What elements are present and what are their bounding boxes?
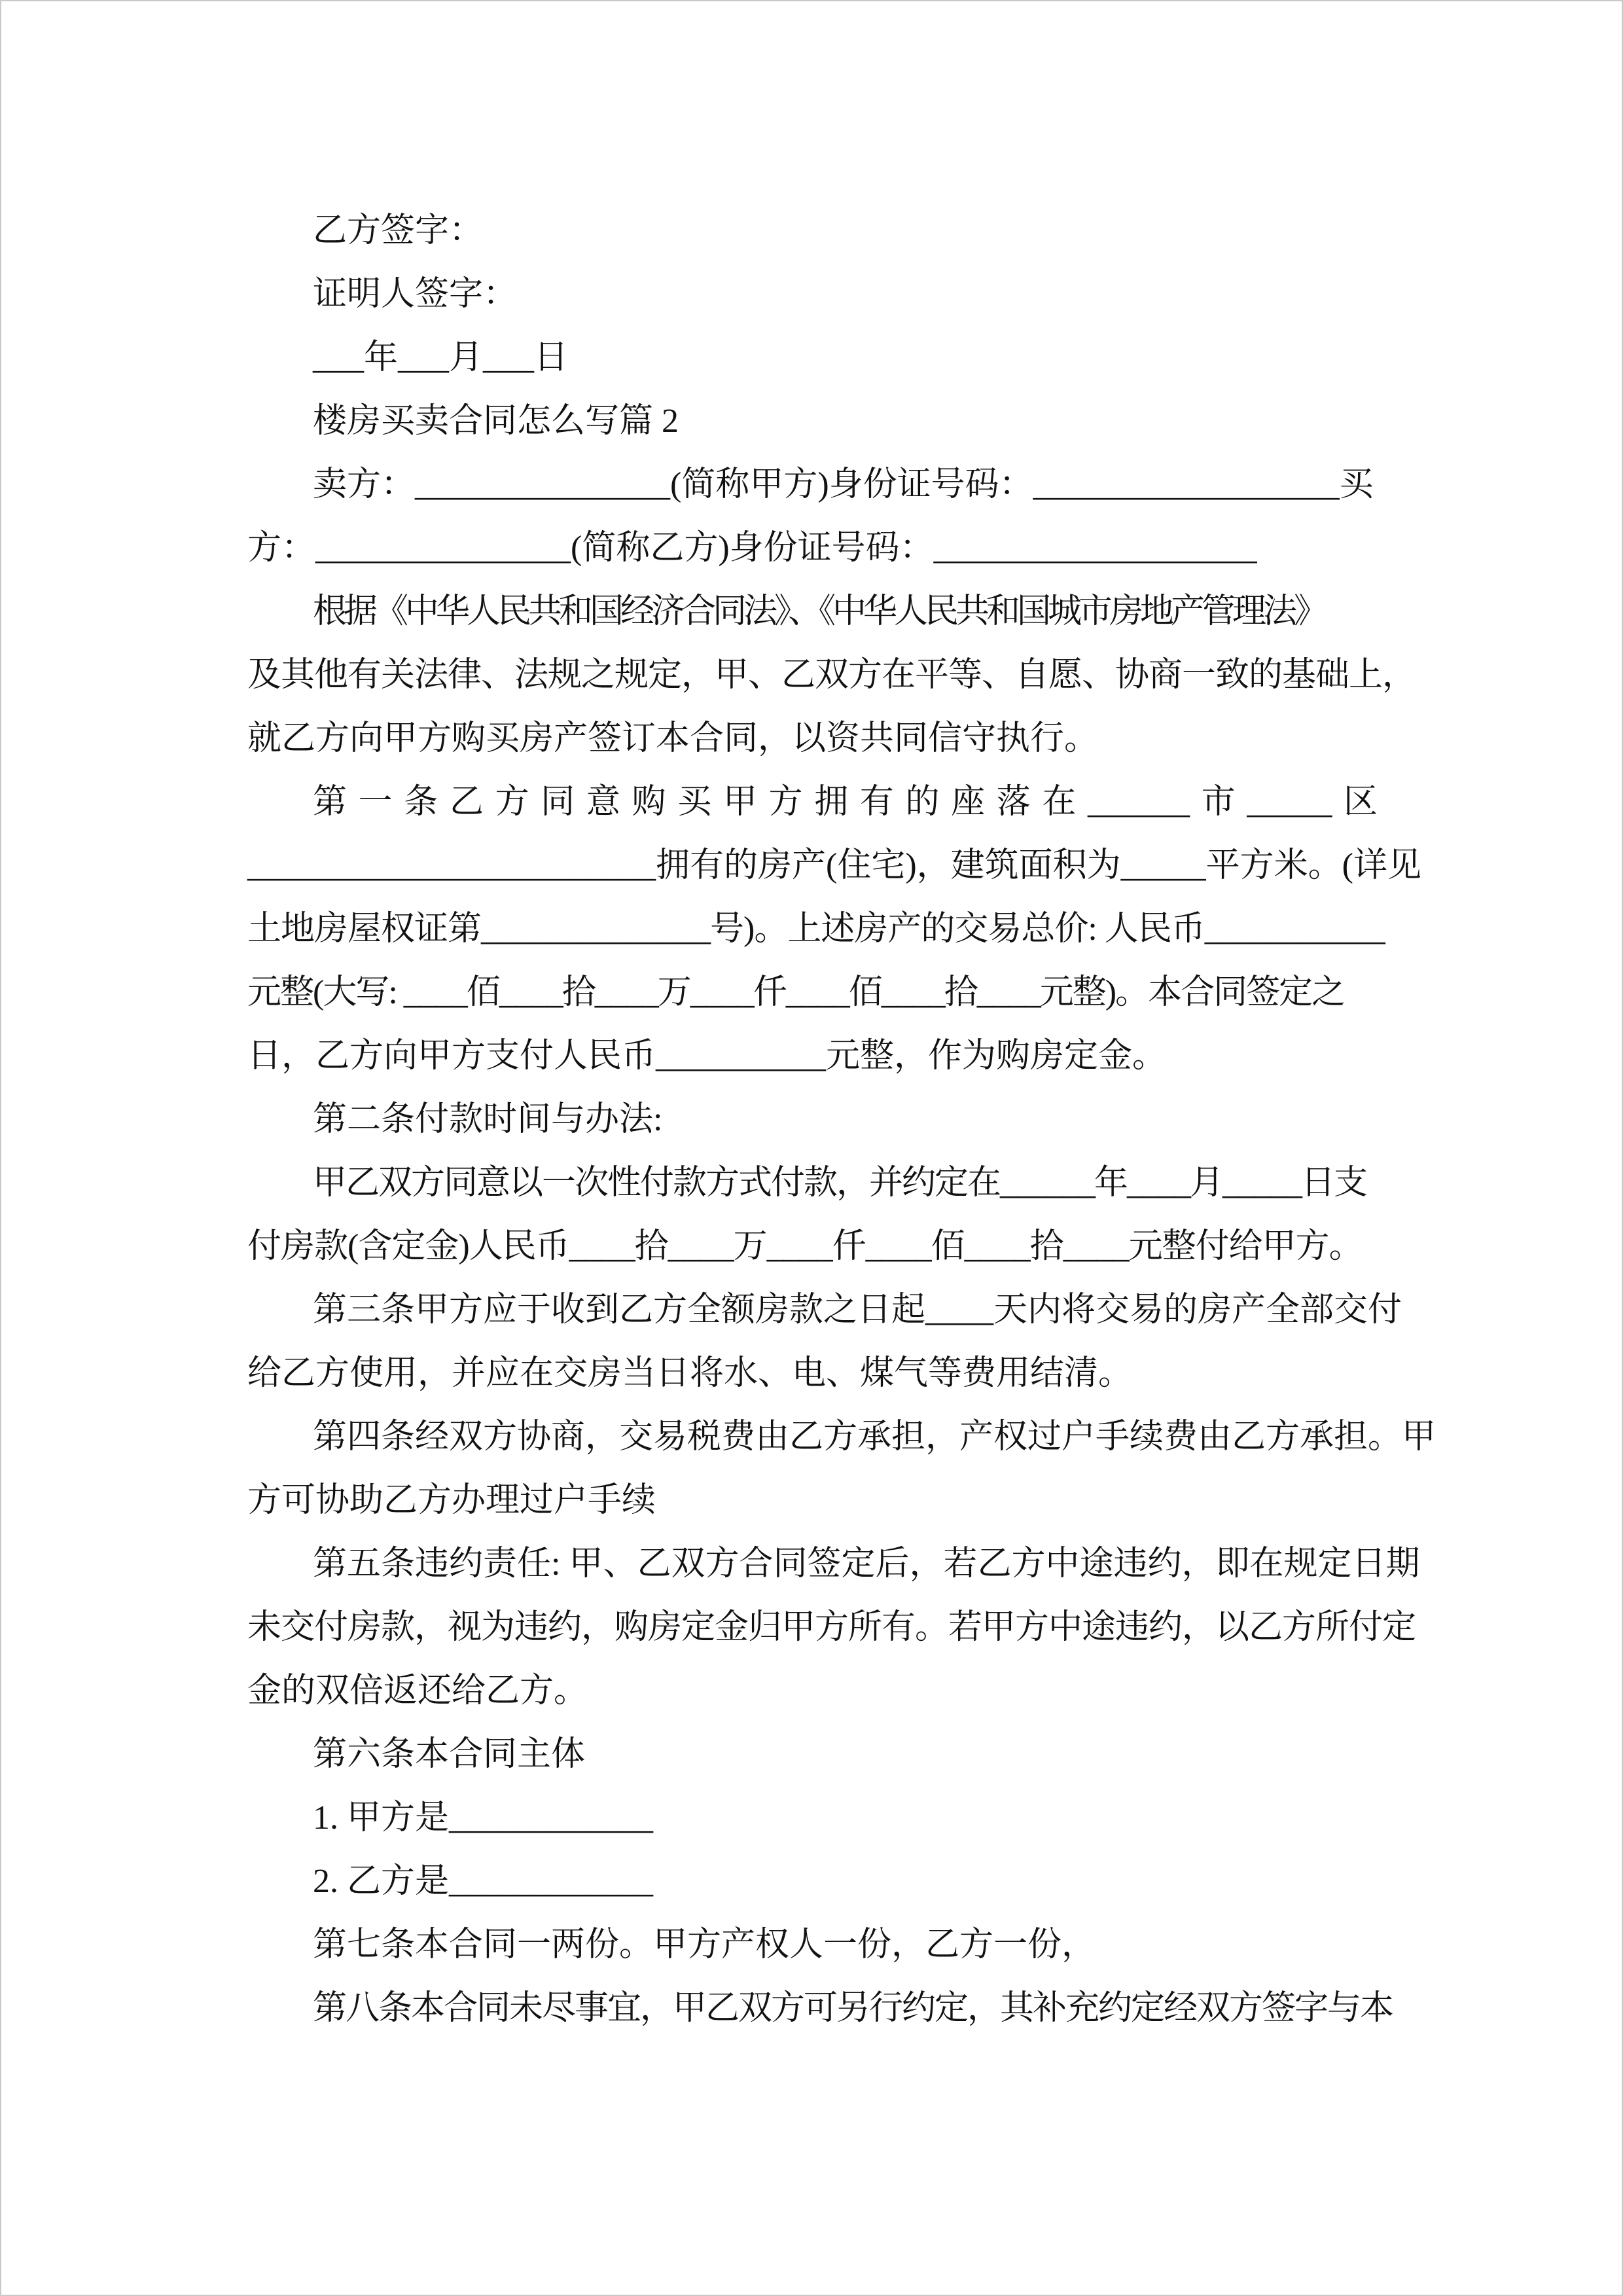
text-line: 卖方：_______________(简称甲方)身份证号码：__________________买 xyxy=(313,466,1374,503)
text-line: 日，乙方向甲方支付人民币__________元整，作为购房定金。 xyxy=(247,1037,1167,1075)
text-line: 第四条经双方协商，交易税费由乙方承担，产权过户手续费由乙方承担。甲 xyxy=(313,1418,1436,1456)
text-line: 土地房屋权证第______________号)。上述房产的交易总价: 人民币___________ xyxy=(247,910,1385,948)
text-line: 楼房买卖合同怎么写篇 2 xyxy=(313,403,679,440)
text-line: 第一条乙方同意购买甲方拥有的座落在______市_____区 xyxy=(313,783,1378,821)
text-line: 给乙方使用，并应在交房当日将水、电、煤气等费用结清。 xyxy=(247,1355,1133,1392)
text-line: 付房款(含定金)人民币____拾____万____仟____佰____拾____元整付给甲方。 xyxy=(247,1228,1363,1265)
text-line: 2. 乙方是____________ xyxy=(313,1863,654,1900)
text-line: ___年___月___日 xyxy=(313,339,569,376)
text-line: 第八条本合同未尽事宜，甲乙双方可另行约定，其补充约定经双方签字与本 xyxy=(313,1990,1393,2027)
text-line: 第七条本合同一两份。甲方产权人一份，乙方一份， xyxy=(313,1926,1096,1964)
text-line: 1. 甲方是____________ xyxy=(313,1799,654,1837)
text-line: 未交付房款，视为违约，购房定金归甲方所有。若甲方中途违约，以乙方所付定 xyxy=(247,1609,1416,1646)
text-line: 方：_______________(简称乙方)身份证号码：___________________ xyxy=(247,529,1257,567)
text-line: 金的双倍返还给乙方。 xyxy=(247,1672,588,1710)
text-line: 第二条付款时间与办法: xyxy=(313,1101,663,1138)
text-line: 第六条本合同主体 xyxy=(313,1736,586,1773)
text-line: 第五条违约责任: 甲、乙双方合同签定后，若乙方中途违约，即在规定日期 xyxy=(313,1545,1420,1583)
text-line: 第三条甲方应于收到乙方全额房款之日起____天内将交易的房产全部交付 xyxy=(313,1291,1402,1329)
text-line: 方可协助乙方办理过户手续 xyxy=(247,1482,656,1519)
text-line: 甲乙双方同意以一次性付款方式付款，并约定在______年____月_____日支 xyxy=(313,1164,1367,1202)
contract-text-block xyxy=(247,199,1436,2040)
text-line: 证明人签字： xyxy=(313,276,518,313)
text-line: 就乙方向甲方购买房产签订本合同，以资共同信守执行。 xyxy=(247,720,1099,757)
text-line: 根据《中华人民共和国经济合同法》、《中华人民共和国城市房地产管理法》 xyxy=(313,593,1325,630)
text-line: ________________________拥有的房产(住宅)，建筑面积为_____平方米。(详见 xyxy=(247,847,1421,884)
text-line: 乙方签字： xyxy=(313,212,484,249)
text-line: 及其他有关法律、法规之规定，甲、乙双方在平等、自愿、协商一致的基础上， xyxy=(247,656,1416,694)
text-line: 元整(大写: ____佰____拾____万____仟____佰____拾____元整)。本合同签定之 xyxy=(247,974,1345,1011)
